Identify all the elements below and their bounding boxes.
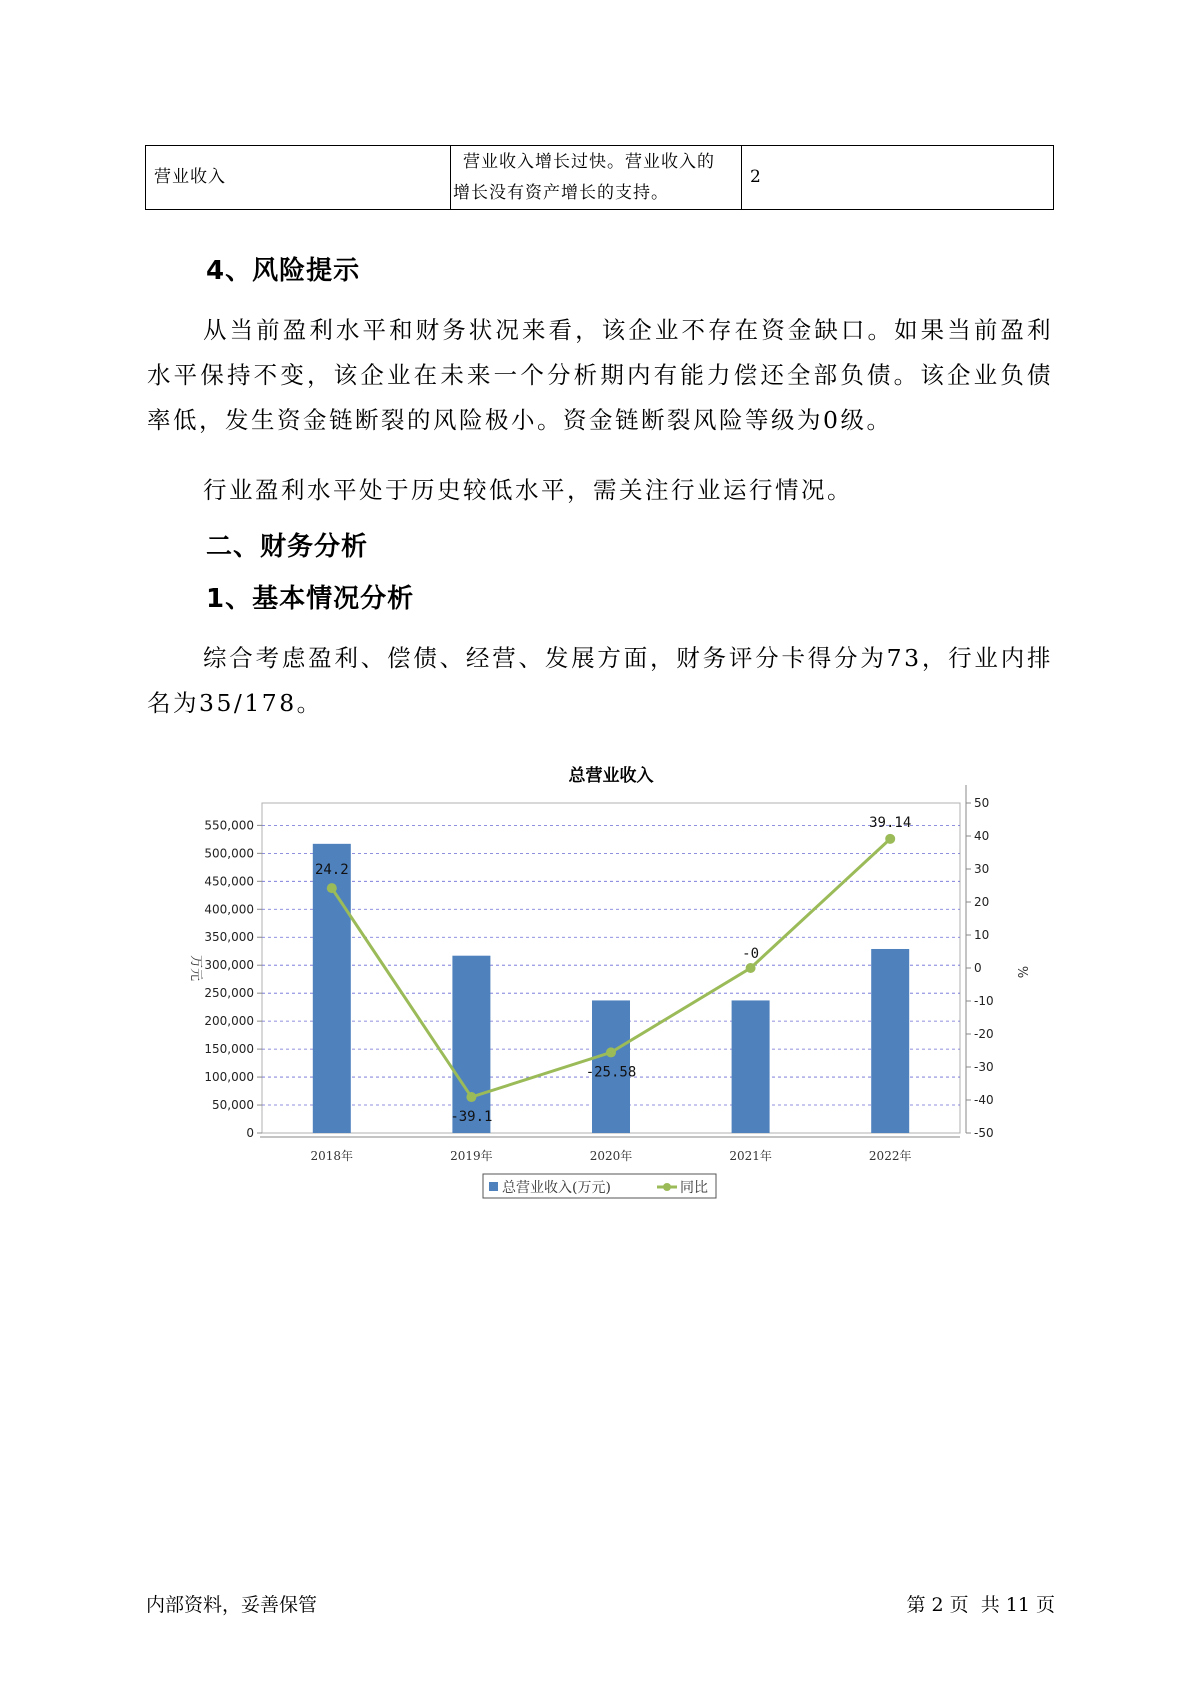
line-point — [746, 963, 756, 973]
table-cell-description-line1: 营业收入增长过快。营业收入的 — [463, 151, 715, 172]
y-tick-label-right: 40 — [974, 829, 990, 843]
y-tick-label-right: 50 — [974, 796, 990, 810]
y-tick-label-left: 550,000 — [204, 818, 254, 833]
y-tick-label-right: -50 — [974, 1126, 994, 1140]
y-axis-label-right: % — [1014, 965, 1029, 979]
table-cell-item: 营业收入 — [146, 146, 451, 210]
legend-swatch-bar — [489, 1182, 498, 1191]
y-tick-label-right: 20 — [974, 895, 990, 909]
table-row — [146, 146, 1054, 210]
bar — [732, 1000, 770, 1133]
basic-heading: 1、基本情况分析 — [206, 584, 415, 614]
data-label: -25.58 — [585, 1064, 637, 1081]
y-tick-label-right: -20 — [974, 1027, 994, 1041]
data-label: -0 — [742, 946, 760, 962]
y-tick-label-right: 30 — [974, 862, 990, 876]
y-tick-label-right: -30 — [974, 1060, 994, 1074]
bar — [450, 956, 493, 1133]
line-point — [606, 1047, 616, 1057]
page-number: 第 2 页 共 11 页 — [906, 1594, 1055, 1616]
bar — [871, 949, 909, 1133]
y-tick-label-left: 0 — [246, 1126, 254, 1140]
line-point — [466, 1092, 476, 1102]
y-tick-label-right: -10 — [974, 994, 994, 1008]
line-point — [885, 834, 895, 844]
x-tick-label: 2020年 — [589, 1149, 633, 1163]
data-label: -39.1 — [450, 1109, 493, 1126]
y-tick-label-right: 10 — [974, 928, 990, 942]
y-tick-label-left: 100,000 — [204, 1070, 254, 1085]
x-tick-label: 2022年 — [868, 1149, 912, 1163]
revenue-chart — [170, 745, 1030, 1215]
y-tick-label-right: 0 — [974, 961, 982, 975]
table-cell-description-line2: 增长没有资产增长的支持。 — [453, 182, 669, 203]
industry-paragraph: 行业盈利水平处于历史较低水平，需关注行业运行情况。 — [203, 476, 853, 504]
risk-paragraph: 从当前盈利水平和财务状况来看，该企业不存在资金缺口。如果当前盈利水平保持不变，该企业在未来一个分析期内有能力偿还全部负债。该企业负债率低，发生资金链断裂的风险极小。资金链断裂风险等级为0级。 — [147, 316, 1053, 434]
y-tick-label-right: -40 — [974, 1093, 994, 1107]
data-label: 39.14 — [869, 814, 912, 831]
table-cell-description — [451, 146, 742, 210]
chart-title: 总营业收入 — [568, 766, 654, 786]
y-tick-label-left: 300,000 — [204, 958, 254, 973]
x-tick-label: 2021年 — [729, 1149, 772, 1163]
x-tick-label: 2018年 — [310, 1149, 354, 1163]
footer-note: 内部资料，妥善保管 — [146, 1594, 318, 1616]
y-tick-label-left: 450,000 — [204, 874, 254, 889]
legend-label-line: 同比 — [680, 1180, 708, 1196]
y-tick-label-left: 350,000 — [204, 930, 254, 945]
data-label: 24.2 — [314, 862, 349, 879]
x-tick-label: 2019年 — [450, 1149, 493, 1163]
legend-swatch-marker — [663, 1183, 671, 1191]
risk-heading: 4、风险提示 — [206, 256, 361, 286]
y-tick-label-left: 150,000 — [204, 1042, 254, 1057]
table-cell-level: 2 — [742, 146, 1054, 210]
y-tick-label-left: 200,000 — [204, 1014, 254, 1029]
finance-heading: 二、财务分析 — [206, 532, 369, 562]
risk-table — [145, 145, 1054, 210]
legend-label-bar: 总营业收入(万元) — [502, 1180, 611, 1196]
y-tick-label-left: 400,000 — [204, 902, 254, 917]
y-tick-label-left: 250,000 — [204, 986, 254, 1001]
y-tick-label-left: 50,000 — [212, 1098, 254, 1113]
basic-paragraph: 综合考虑盈利、偿债、经营、发展方面，财务评分卡得分为73，行业内排名为35/178。 — [147, 644, 1053, 717]
y-axis-label-left: 万元 — [188, 954, 203, 982]
y-tick-label-left: 500,000 — [204, 846, 254, 861]
line-point — [327, 883, 337, 893]
